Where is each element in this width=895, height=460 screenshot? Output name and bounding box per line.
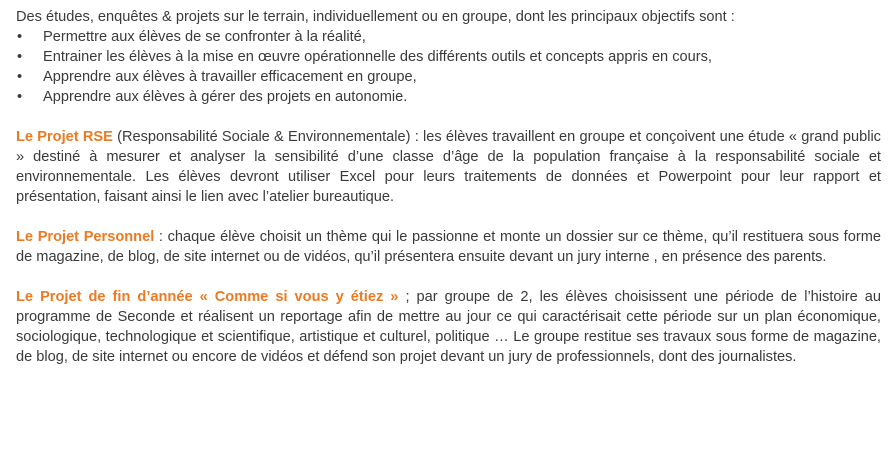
objective-text: Apprendre aux élèves à travailler efficacement en groupe, [43,69,417,85]
bullet-icon: • [17,69,23,85]
list-item [16,27,881,47]
bullet-icon: • [17,29,23,45]
section-title: Le Projet Personnel [16,229,155,245]
section-title: Le Projet de fin d’année « Comme si vous y étiez » [16,289,399,305]
section-body: : chaque élève choisit un thème qui le passionne et monte un dossier sur ce thème, qu’il restituera sous forme de magazine, de blog, de site internet ou de vidéos, qu’il présentera ensuite devant un jury interne , en présence des parents. [16,229,881,265]
bullet-icon: • [17,49,23,65]
section-body: (Responsabilité Sociale & Environnementale) : les élèves travaillent en groupe et conçoivent une étude « grand public » destiné à mesurer et analyser la sensibilité d’une classe d’âge de la population française à la responsabilité sociale et environnementale. Les élèves devront utiliser Excel pour leurs traitements de données et Powerpoint pour leur rapport et présentation, faisant ainsi le lien avec l’atelier bureautique. [16,129,881,205]
section-title: Le Projet RSE [16,129,113,145]
list-item [16,67,881,87]
intro-paragraph: Des études, enquêtes & projets sur le terrain, individuellement ou en groupe, dont les principaux objectifs sont : [16,9,735,25]
bullet-icon: • [17,89,23,105]
section-projet-rse [16,127,881,207]
objective-text: Apprendre aux élèves à gérer des projets en autonomie. [43,89,408,105]
objectives-list [16,27,881,107]
objective-text: Permettre aux élèves de se confronter à la réalité, [43,29,366,45]
list-item [16,47,881,67]
list-item [16,87,881,107]
section-body: ; par groupe de 2, les élèves choisissent une période de l’histoire au programme de Seconde et réalisent un reportage afin de mettre au jour ce qui caractérisait cette période sur un plan économique, sociologique, technologique et scientifique, artistique et culturel, politique … Le groupe restitue ses travaux sous forme de magazine, de blog, de site internet ou encore de vidéos et défend son projet devant un jury de professionnels, dont des journalistes. [16,289,881,365]
objective-text: Entrainer les élèves à la mise en œuvre opérationnelle des différents outils et concepts appris en cours, [43,49,712,65]
section-projet-fin-annee [16,287,881,367]
section-projet-personnel [16,227,881,267]
